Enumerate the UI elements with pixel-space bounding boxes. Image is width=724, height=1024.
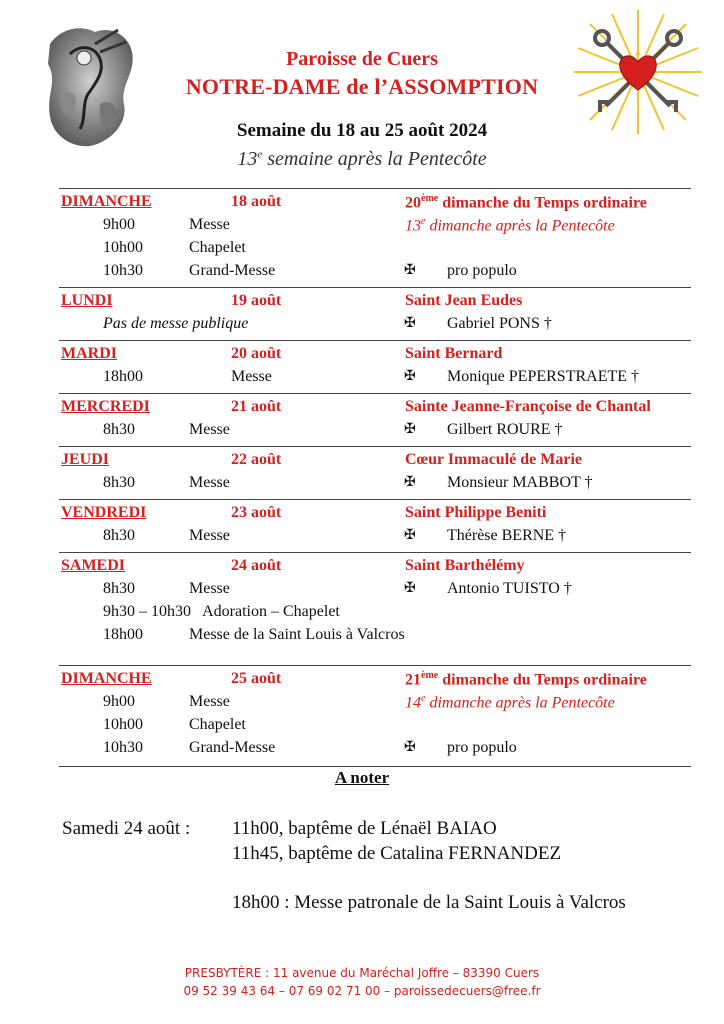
event-label: Messe: [189, 216, 230, 233]
notes-title: A noter: [334, 768, 390, 787]
notes-date: Samedi 24 août :: [62, 818, 191, 839]
day-name: DIMANCHE: [61, 193, 152, 210]
event-time: 10h00: [103, 716, 143, 733]
event-label: Grand-Messe: [189, 739, 276, 756]
cross-icon: ✠: [404, 369, 416, 384]
feast-note: 14e dimanche après la Pentecôte: [405, 693, 615, 712]
adoration-line: 9h30 – 10h30 Adoration – Chapelet: [103, 603, 340, 620]
feast-title: 21ème dimanche du Temps ordinaire: [405, 670, 647, 689]
week-title: Semaine du 18 au 25 août 2024: [236, 120, 488, 141]
event-time: 10h30: [103, 739, 143, 756]
mass-intention: pro populo: [447, 262, 517, 279]
feast-note: 13e dimanche après la Pentecôte: [405, 216, 615, 235]
cross-icon: ✠: [404, 528, 416, 543]
event-time: 8h30: [103, 474, 135, 491]
day-date: 20 août: [231, 345, 282, 362]
feast-title: Saint Bernard: [405, 345, 503, 362]
event-time: 10h00: [103, 239, 143, 256]
event-time: 8h30: [103, 527, 135, 544]
event-label: Chapelet: [189, 239, 246, 256]
note-item: 18h00 : Messe patronale de la Saint Louis à Valcros: [232, 892, 626, 913]
event-time: 8h30: [103, 421, 135, 438]
note-item: 11h45, baptême de Catalina FERNANDEZ: [232, 843, 562, 864]
event-label: Messe: [189, 421, 230, 438]
mass-intention: Monique PEPERSTRAETE †: [447, 368, 640, 385]
day-date: 18 août: [231, 193, 282, 210]
event-time: 18h00: [103, 626, 143, 643]
day-block-sunday-18: [59, 188, 691, 287]
mass-intention: pro populo: [447, 739, 517, 756]
day-date: 22 août: [231, 451, 282, 468]
feast-title: Saint Philippe Beniti: [405, 504, 547, 521]
day-block-monday: [59, 287, 691, 340]
day-block-saturday: [59, 552, 691, 651]
day-block-friday: [59, 499, 691, 552]
event-time: 9h00: [103, 216, 135, 233]
event-label: Chapelet: [189, 716, 246, 733]
day-block-sunday-25: [59, 665, 691, 764]
parish-name: Paroisse de Cuers: [286, 48, 438, 70]
day-block-tuesday: [59, 340, 691, 393]
church-name: NOTRE-DAME de l’ASSOMPTION: [185, 74, 539, 99]
day-date: 19 août: [231, 292, 282, 309]
papal-keys-sacred-heart-icon: [572, 8, 704, 136]
day-block-thursday: [59, 446, 691, 499]
feast-title: 20ème dimanche du Temps ordinaire: [405, 193, 647, 212]
event-label: Messe: [189, 693, 230, 710]
footer-address: PRESBYTÈRE : 11 avenue du Maréchal Joffre – 83390 Cuers: [184, 966, 540, 980]
schedule-bottom-rule: [59, 766, 691, 767]
day-name: DIMANCHE: [61, 670, 152, 687]
mass-intention: Monsieur MABBOT †: [447, 474, 593, 491]
feast-title: Sainte Jeanne-Françoise de Chantal: [405, 398, 651, 415]
day-block-wednesday: [59, 393, 691, 446]
event-label: Messe: [189, 527, 230, 544]
event-label: Grand-Messe: [189, 262, 276, 279]
footer-contact: 09 52 39 43 64 – 07 69 02 71 00 – paroissedecuers@free.fr: [183, 984, 541, 998]
note-item: 11h00, baptême de Lénaël BAIAO: [232, 818, 497, 839]
day-name: JEUDI: [61, 451, 110, 468]
day-date: 21 août: [231, 398, 282, 415]
cross-icon: ✠: [404, 475, 416, 490]
week-subtitle: 13e semaine après la Pentecôte: [237, 148, 487, 170]
event-time: 8h30: [103, 580, 135, 597]
mass-intention: Gabriel PONS †: [447, 315, 552, 332]
mass-intention: Thérèse BERNE †: [447, 527, 567, 544]
feast-title: Cœur Immaculé de Marie: [405, 451, 582, 468]
weekly-schedule: [59, 188, 691, 767]
mass-intention: Antonio TUISTO †: [447, 580, 572, 597]
cross-icon: ✠: [404, 263, 416, 278]
event-time: 18h00: [103, 368, 143, 385]
day-name: SAMEDI: [61, 557, 126, 574]
day-name: VENDREDI: [61, 504, 147, 521]
event-time: 9h00: [103, 693, 135, 710]
cross-icon: ✠: [404, 316, 416, 331]
cross-icon: ✠: [404, 581, 416, 596]
cross-icon: ✠: [404, 422, 416, 437]
event-label: Messe: [189, 580, 230, 597]
event-label: Messe de la Saint Louis à Valcros: [189, 626, 405, 643]
event-time: 10h30: [103, 262, 143, 279]
feast-title: Saint Barthélémy: [405, 557, 525, 574]
day-date: 23 août: [231, 504, 282, 521]
day-name: LUNDI: [61, 292, 113, 309]
day-date: 25 août: [231, 670, 282, 687]
feast-title: Saint Jean Eudes: [405, 292, 523, 309]
day-name: MARDI: [61, 345, 117, 362]
day-name: MERCREDI: [61, 398, 150, 415]
cross-icon: ✠: [404, 740, 416, 755]
event-label: Messe: [231, 368, 272, 385]
day-date: 24 août: [231, 557, 282, 574]
event-label: Messe: [189, 474, 230, 491]
no-mass-note: Pas de messe publique: [103, 315, 249, 332]
mass-intention: Gilbert ROURE †: [447, 421, 563, 438]
